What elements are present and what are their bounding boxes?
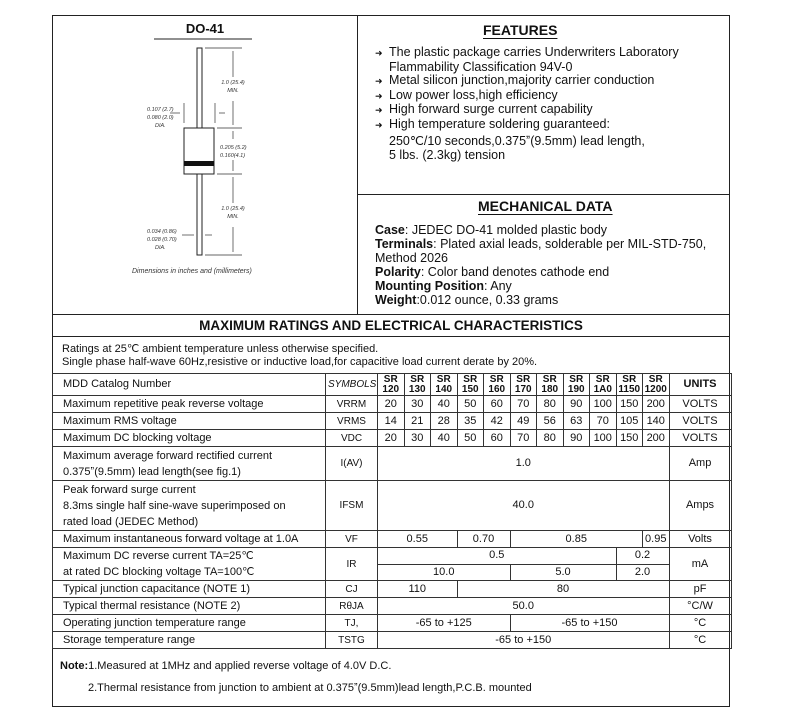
row-parameter: Operating junction temperature range [53,615,326,632]
header-part-SR180: SR 180 [537,374,564,396]
row-value: 30 [404,396,431,413]
dim-lead-length-top: 1.0 (25.4) [221,80,245,86]
row-symbol: VDC [326,430,378,447]
row-value: 0.85 [510,531,643,548]
row-unit: VOLTS [669,396,731,413]
row-value: 50.0 [378,598,670,615]
row-parameter: Typical thermal resistance (NOTE 2) [53,598,326,615]
dim-lead-length-bottom: 1.0 (25.4) [221,206,245,212]
table-row [53,447,732,481]
ratings-line: Single phase half-wave 60Hz,resistive or inductive load,for capacitive load current derate by 20%. [62,356,538,368]
table-row [53,548,732,565]
row-symbol: VRMS [326,413,378,430]
row-value: 20 [378,396,405,413]
features-list [375,46,679,162]
row-parameter: Maximum DC blocking voltage [53,430,326,447]
row-value: 70 [510,396,537,413]
header-part-SR120: SR 120 [378,374,405,396]
row-unit: Amps [669,481,731,531]
row-symbol: TSTG [326,632,378,649]
bullet-arrow-icon: ➜ [375,90,383,101]
row-parameter: Maximum RMS voltage [53,413,326,430]
table-row [53,413,732,430]
row-parameter: Peak forward surge current 8.3ms single half sine-wave superimposed on rated load (JEDEC Method) [53,481,326,531]
row-value: 40 [431,430,458,447]
row-value: 90 [563,430,590,447]
feature-item: ➜ The plastic package carries Underwriters Laboratory [375,45,679,59]
mechanical-item: Polarity: Color band denotes cathode end [375,265,610,279]
row-value: 100 [590,430,617,447]
features-heading: FEATURES [483,22,558,38]
cathode-band [184,161,214,166]
row-value: 90 [563,396,590,413]
row-value: 63 [563,413,590,430]
dim-dia-label: DIA. [155,123,166,129]
row-symbol: IR [326,548,378,581]
row-value: 49 [510,413,537,430]
row-value: 0.95 [643,531,670,548]
package-panel [52,15,358,315]
row-value: 140 [643,413,670,430]
row-value: -65 to +125 [378,615,511,632]
feature-item-cont: 5 lbs. (2.3kg) tension [389,147,506,162]
header-part-SR150: SR 150 [457,374,484,396]
row-value: 50 [457,396,484,413]
row-value: 0.70 [457,531,510,548]
row-unit: °C [669,632,731,649]
feature-item: ➜ High temperature soldering guaranteed: [375,116,610,131]
row-value: 150 [616,430,643,447]
row-value: 50 [457,430,484,447]
dim-lead-dia-max: 0.034 (0.86) [147,229,177,235]
ratings-section [52,373,730,695]
row-value: 100 [590,396,617,413]
row-unit: °C/W [669,598,731,615]
row-unit: Volts [669,531,731,548]
row-value: 80 [537,430,564,447]
feature-item-cont: 250℃/10 seconds,0.375ˮ(9.5mm) lead length, [389,134,645,148]
header-catalog-number: MDD Catalog Number [53,374,326,396]
row-value: 0.55 [378,531,458,548]
row-value: 10.0 [378,564,511,581]
row-value: 56 [537,413,564,430]
dim-lead-dia-min: 0.028 (0.70) [147,237,177,243]
row-value: 80 [537,396,564,413]
row-parameter: Storage temperature range [53,632,326,649]
header-part-SR170: SR 170 [510,374,537,396]
mechanical-item: Terminals: Plated axial leads, solderable per MIL-STD-750, [375,237,707,251]
row-value: 70 [590,413,617,430]
table-row [53,396,732,413]
row-symbol: TJ, [326,615,378,632]
row-value: 42 [484,413,511,430]
mechanical-heading: MECHANICAL DATA [478,198,613,214]
mechanical-item: Method 2026 [375,251,448,265]
table-row [53,581,732,598]
bullet-arrow-icon: ➜ [375,76,383,86]
dim-body-len-min: 0.160(4.1) [220,153,246,159]
row-symbol: I(AV) [326,447,378,481]
row-parameter: Maximum repetitive peak reverse voltage [53,396,326,413]
row-value: 35 [457,413,484,430]
row-value: 60 [484,396,511,413]
table-row [53,481,732,531]
row-symbol: CJ [326,581,378,598]
ratings-line: Ratings at 25℃ ambient temperature unless otherwise specified. [62,343,379,355]
divider [357,194,730,195]
row-value: 2.0 [616,564,669,581]
row-value: 80 [457,581,669,598]
feature-item-cont: Flammability Classification 94V-0 [389,59,573,74]
row-symbol: RθJA [326,598,378,615]
row-parameter: Maximum average forward rectified current 0.375ˮ(9.5mm) lead length(see fig.1) [53,447,326,481]
bullet-arrow-icon: ➜ [375,105,383,115]
header-part-SR1200: SR 1200 [643,374,670,396]
dimensions-caption: Dimensions in inches and (millimeters) [132,268,252,275]
bullet-arrow-icon: ➜ [375,119,383,130]
header-part-SR130: SR 130 [404,374,431,396]
row-value: 110 [378,581,458,598]
package-title: DO-41 [185,21,225,36]
row-value: 200 [643,430,670,447]
row-value: 1.0 [378,447,670,481]
row-unit: mA [669,548,731,581]
row-value: 60 [484,430,511,447]
row-value: -65 to +150 [378,632,670,649]
table-row [53,430,732,447]
diode-body [184,128,214,174]
dim-body-dia-min: 0.080 (2.0) [147,115,174,121]
row-value: 0.5 [378,548,617,565]
mechanical-item: Case: JEDEC DO-41 molded plastic body [375,223,608,237]
row-value: 28 [431,413,458,430]
note-1: Note:1.Measured at 1MHz and applied reverse voltage of 4.0V D.C. [60,660,392,672]
header-symbols: SYMBOLS [326,374,378,396]
header-part-SR1150: SR 1150 [616,374,643,396]
header-part-SR1A0: SR 1A0 [590,374,617,396]
ratings-heading: MAXIMUM RATINGS AND ELECTRICAL CHARACTERISTICS [199,318,583,333]
header-part-SR190: SR 190 [563,374,590,396]
divider [52,314,730,315]
dim-body-len-max: 0.205 (5.2) [220,145,247,151]
row-value: 20 [378,430,405,447]
row-unit: VOLTS [669,413,731,430]
feature-item: ➜ Low power loss,high efficiency [375,87,558,102]
bottom-lead [197,174,202,255]
row-unit: pF [669,581,731,598]
table-row [53,598,732,615]
row-value: 14 [378,413,405,430]
do41-outline-drawing [52,15,358,315]
row-parameter: Typical junction capacitance (NOTE 1) [53,581,326,598]
mechanical-item: Weight:0.012 ounce, 0.33 grams [375,293,559,307]
row-unit: °C [669,615,731,632]
row-value: 40.0 [378,481,670,531]
mechanical-data [375,223,706,307]
row-value: 150 [616,396,643,413]
feature-item: ➜ High forward surge current capability [375,102,593,116]
row-value: 30 [404,430,431,447]
header-units: UNITS [669,374,731,396]
row-value: -65 to +150 [510,615,669,632]
mechanical-item: Mounting Position: Any [375,279,512,293]
row-value: 105 [616,413,643,430]
table-header-row [53,374,732,396]
row-value: 0.2 [616,548,669,565]
row-symbol: VRRM [326,396,378,413]
header-part-SR140: SR 140 [431,374,458,396]
header-part-SR160: SR 160 [484,374,511,396]
row-symbol: VF [326,531,378,548]
row-parameter: Maximum DC reverse current TA=25℃ at rated DC blocking voltage TA=100℃ [53,548,326,581]
ratings-table [52,373,732,649]
row-value: 70 [510,430,537,447]
row-value: 5.0 [510,564,616,581]
divider [52,336,730,337]
dim-min-bottom: MIN. [227,214,239,220]
row-value: 21 [404,413,431,430]
table-row [53,615,732,632]
table-row [53,531,732,548]
feature-item: ➜ Metal silicon junction,majority carrier conduction [375,73,655,87]
dim-dia-label: DIA. [155,245,166,251]
bullet-arrow-icon: ➜ [375,48,383,58]
dim-min-top: MIN. [227,88,239,94]
top-lead [197,48,202,128]
row-value: 200 [643,396,670,413]
row-parameter: Maximum instantaneous forward voltage at 1.0A [53,531,326,548]
dim-body-dia-max: 0.107 (2.7) [147,107,174,113]
row-symbol: IFSM [326,481,378,531]
note-2: 2.Thermal resistance from junction to ambient at 0.375ˮ(9.5mm)lead length,P.C.B. mounted [88,682,532,694]
row-unit: Amp [669,447,731,481]
row-unit: VOLTS [669,430,731,447]
row-value: 40 [431,396,458,413]
ratings-conditions [62,343,537,369]
table-row [53,632,732,649]
